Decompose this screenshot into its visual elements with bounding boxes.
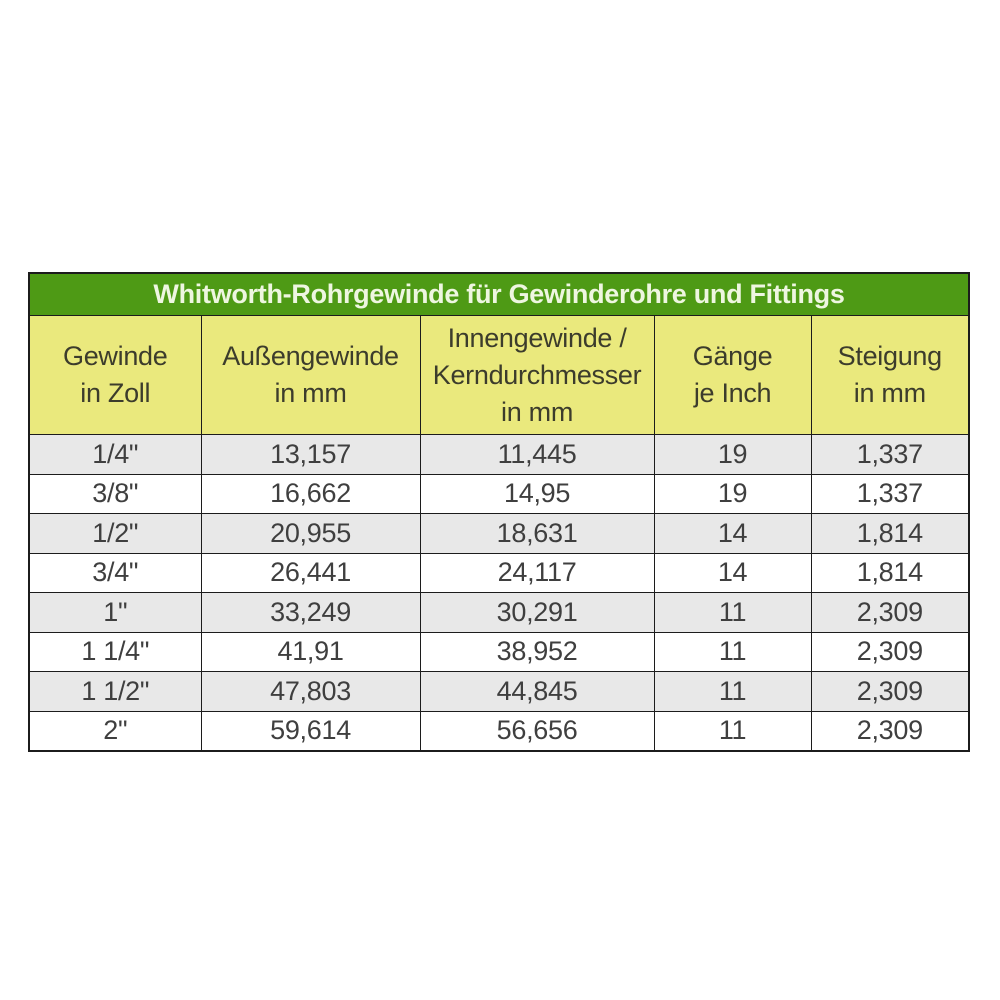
column-header-gaenge-je-inch — [654, 316, 811, 435]
table-title: Whitworth-Rohrgewinde für Gewinderohre und Fittings — [29, 273, 969, 316]
table-header-row — [29, 316, 969, 435]
table-cell: 18,631 — [420, 514, 654, 554]
table-cell: 1/4" — [29, 435, 201, 475]
table-cell: 20,955 — [201, 514, 420, 554]
table-row — [29, 435, 969, 475]
table-cell: 19 — [654, 435, 811, 475]
table-cell: 2,309 — [811, 632, 969, 672]
table-cell: 19 — [654, 474, 811, 514]
table-cell: 16,662 — [201, 474, 420, 514]
table-cell: 14 — [654, 553, 811, 593]
whitworth-thread-table — [28, 272, 970, 752]
column-header-aussengewinde-in-mm — [201, 316, 420, 435]
column-header-line: Gewinde — [63, 341, 168, 371]
column-header-line: in mm — [853, 378, 926, 408]
column-header-line: in mm — [274, 378, 347, 408]
table-cell: 14 — [654, 514, 811, 554]
table-cell: 11 — [654, 593, 811, 633]
column-header-steigung-in-mm — [811, 316, 969, 435]
table-cell: 24,117 — [420, 553, 654, 593]
column-header-line: in Zoll — [80, 378, 151, 408]
column-header-line: Steigung — [837, 341, 942, 371]
table-row — [29, 474, 969, 514]
table-cell: 13,157 — [201, 435, 420, 475]
table-cell: 33,249 — [201, 593, 420, 633]
table-cell: 59,614 — [201, 711, 420, 751]
table-title-row — [29, 273, 969, 316]
column-header-gewinde-in-zoll — [29, 316, 201, 435]
table-cell: 47,803 — [201, 672, 420, 712]
table-cell: 41,91 — [201, 632, 420, 672]
table-cell: 14,95 — [420, 474, 654, 514]
table-row — [29, 672, 969, 712]
table-cell: 11 — [654, 672, 811, 712]
table-row — [29, 514, 969, 554]
column-header-line: Außengewinde — [222, 341, 399, 371]
table-cell: 1,337 — [811, 474, 969, 514]
table-cell: 11,445 — [420, 435, 654, 475]
table-cell: 2" — [29, 711, 201, 751]
column-header-line: Gänge — [692, 341, 773, 371]
table-cell: 1,814 — [811, 553, 969, 593]
table-cell: 1/2" — [29, 514, 201, 554]
table-cell: 11 — [654, 711, 811, 751]
column-header-line: Kerndurchmesser — [432, 359, 642, 390]
column-header-line: Innengewinde / — [447, 322, 627, 353]
table-body — [29, 435, 969, 752]
table-cell: 3/4" — [29, 553, 201, 593]
table-cell: 44,845 — [420, 672, 654, 712]
table-cell: 1 1/2" — [29, 672, 201, 712]
table-row — [29, 553, 969, 593]
column-header-line: je Inch — [693, 378, 772, 408]
column-header-line: in mm — [501, 396, 574, 427]
table-row — [29, 632, 969, 672]
table-row — [29, 593, 969, 633]
table-cell: 2,309 — [811, 711, 969, 751]
table-cell: 11 — [654, 632, 811, 672]
table-cell: 1,337 — [811, 435, 969, 475]
column-header-innengewinde-kerndurchmesser-in-mm — [420, 316, 654, 435]
table-cell: 1" — [29, 593, 201, 633]
table-cell: 30,291 — [420, 593, 654, 633]
table-cell: 2,309 — [811, 593, 969, 633]
table-cell: 38,952 — [420, 632, 654, 672]
table-cell: 56,656 — [420, 711, 654, 751]
table-cell: 26,441 — [201, 553, 420, 593]
table-cell: 1 1/4" — [29, 632, 201, 672]
table-cell: 1,814 — [811, 514, 969, 554]
table-cell: 2,309 — [811, 672, 969, 712]
table-cell: 3/8" — [29, 474, 201, 514]
table-row — [29, 711, 969, 751]
